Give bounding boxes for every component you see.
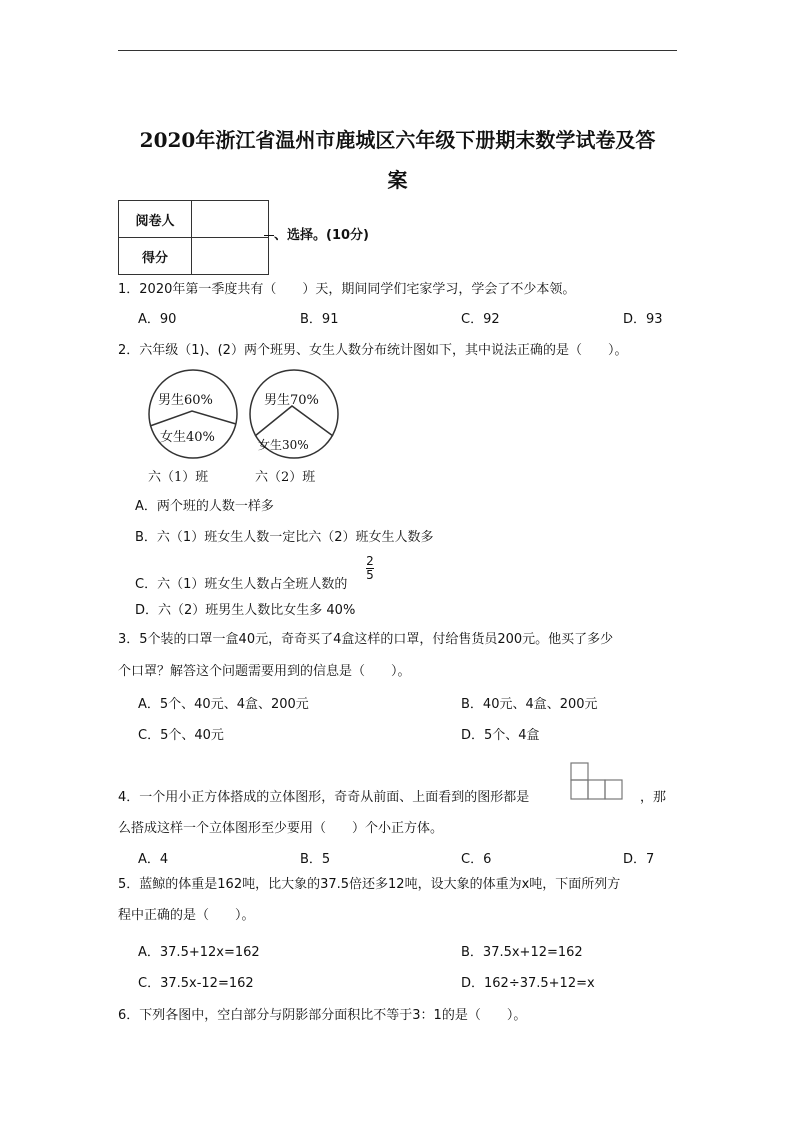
question-3-line2: 个口罩？解答这个问题需要用到的信息是（ ）。 [118, 664, 411, 679]
q1-option-b[interactable]: B．91 [300, 312, 339, 327]
q4-option-c[interactable]: C．6 [461, 852, 492, 867]
q5-option-b[interactable]: B．37.5x+12=162 [461, 945, 583, 960]
page-title-continued: 案 [387, 168, 408, 192]
class1-girls-label: 女生40% [160, 430, 215, 445]
q1-option-a[interactable]: A．90 [138, 312, 177, 327]
question-4-line2: 么搭成这样一个立体图形至少要用（ ）个小正方体。 [118, 821, 444, 836]
q3-option-b[interactable]: B．40元、4盒、200元 [461, 697, 598, 712]
class1-caption: 六（1）班 [148, 470, 209, 485]
question-4-line1: 4．一个用小正方体搭成的立体图形，奇奇从前面、上面看到的图形都是 [118, 790, 530, 805]
fraction-numerator: 2 [366, 554, 374, 568]
q2-option-a[interactable]: A．两个班的人数一样多 [135, 499, 274, 514]
q5-option-d[interactable]: D．162÷37.5+12=x [461, 976, 595, 991]
question-5-line2: 程中正确的是（ ）。 [118, 908, 255, 923]
question-1: 1．2020年第一季度共有（ ）天，期间同学们宅家学习，学会了不少本领。 [118, 282, 576, 297]
score-label: 得分 [119, 238, 192, 275]
q5-option-a[interactable]: A．37.5+12x=162 [138, 945, 260, 960]
score-cell[interactable] [192, 238, 269, 275]
q5-option-c[interactable]: C．37.5x-12=162 [138, 976, 254, 991]
reviewer-cell[interactable] [192, 201, 269, 238]
question-5-line1: 5．蓝鲸的体重是162吨，比大象的37.5倍还多12吨，设大象的体重为x吨，下面所列方 [118, 877, 621, 892]
page-title: 2020年浙江省温州市鹿城区六年级下册期末数学试卷及答 [139, 128, 656, 152]
q4-option-d[interactable]: D．7 [623, 852, 655, 867]
question-3-line1: 3．5个装的口罩一盒40元，奇奇买了4盒这样的口罩，付给售货员200元。他买了多少 [118, 632, 614, 647]
question-2: 2．六年级（1)、(2）两个班男、女生人数分布统计图如下，其中说法正确的是（ ）。 [118, 343, 628, 358]
q2-option-d[interactable]: D．六（2）班男生人数比女生多 40% [135, 603, 356, 618]
score-table [118, 200, 269, 275]
class2-girls-label: 女生30% [258, 438, 309, 452]
q2-option-c[interactable]: C．六（1）班女生人数占全班人数的 [135, 577, 348, 592]
fraction-two-fifths [366, 555, 374, 582]
question-6: 6．下列各图中，空白部分与阴影部分面积比不等于3：1的是（ ）。 [118, 1008, 527, 1023]
class2-caption: 六（2）班 [255, 470, 316, 485]
q3-option-c[interactable]: C．5个、40元 [138, 728, 224, 743]
section-heading: 、选择。(10分) [264, 227, 369, 245]
reviewer-label: 阅卷人 [119, 201, 192, 238]
question-4-line1-end: ，那 [640, 790, 667, 805]
cube-view-figure [570, 762, 628, 802]
class1-boys-label: 男生60% [158, 393, 213, 408]
q1-option-d[interactable]: D．93 [623, 312, 663, 327]
pie-charts-figure [140, 366, 350, 466]
class2-boys-label: 男生70% [264, 393, 319, 408]
q4-option-b[interactable]: B．5 [300, 852, 331, 867]
fraction-denominator: 5 [366, 568, 374, 582]
q1-option-c[interactable]: C．92 [461, 312, 500, 327]
header-rule [118, 50, 677, 51]
q4-option-a[interactable]: A．4 [138, 852, 169, 867]
q2-option-b[interactable]: B．六（1）班女生人数一定比六（2）班女生人数多 [135, 530, 434, 545]
q3-option-a[interactable]: A．5个、40元、4盒、200元 [138, 697, 309, 712]
q3-option-d[interactable]: D．5个、4盒 [461, 728, 540, 743]
